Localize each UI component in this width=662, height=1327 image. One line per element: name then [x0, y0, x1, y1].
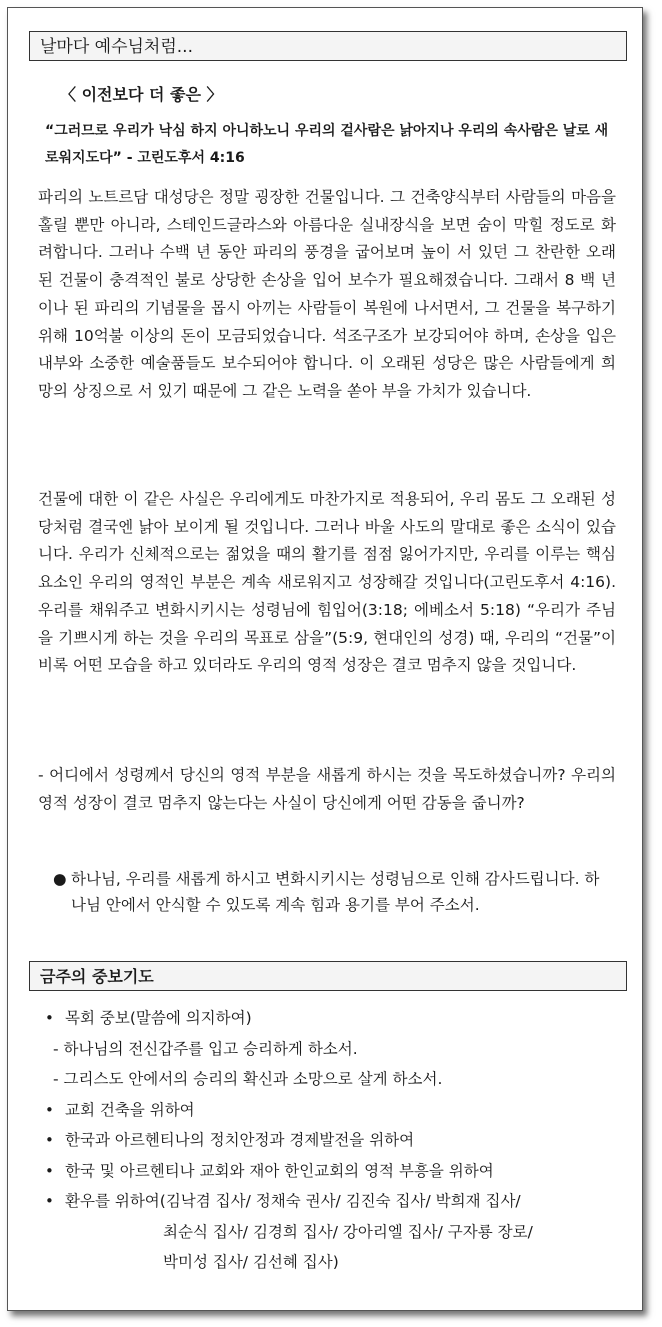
closing-prayer	[53, 866, 613, 918]
intercession-list	[43, 1003, 623, 1278]
devotion-subtitle: 〈 이전보다 더 좋은 〉	[60, 85, 223, 104]
scripture-verse: “그러므로 우리가 낙심 하지 아니하노니 우리의 겉사람은 낡아지나 우리의 속사람은 날로 새로워지도다” - 고린도후서 4:16	[45, 123, 609, 166]
list-item: - 그리스도 안에서의 승리의 확신과 소망으로 살게 하소서.	[53, 1070, 443, 1088]
list-item: • 목회 중보(말씀에 의지하여)	[43, 1003, 623, 1034]
list-item: - 하나님의 전신갑주를 입고 승리하게 하소서.	[53, 1039, 358, 1058]
devotion-paragraph-2: 건물에 대한 이 같은 사실은 우리에게도 마찬가지로 적용되어, 우리 몸도 그 오래된 성당처럼 결국엔 낡아 보이게 될 것입니다. 그러나 바울 사도의 말대로 좋은 소식이 있습니다. 우리가 신체적으로는 젊었을 때의 활기를 점점 잃어가지만, 우리를 이루는 핵심 요소인 우리의 영적인 부분은 계속 새로워지고 성장해갈 것입니다(고린도후서 4:16). 우리를 채워주고 변화시키시는 성령님에 힘입어(3:18; 에베소서 5:18) “우리가 주님을 기쁘시게 하는 것을 우리의 목표로 삼을”(5:9, 현대인의 성경) 때, 우리의 “건물”이 비록 어떤 모습을 하고 있더라도 우리의 영적 성장은 결코 멈추지 않을 것입니다.	[38, 490, 616, 675]
list-item: • 한국과 아르헨티나의 정치안정과 경제발전을 위하여	[43, 1125, 623, 1156]
list-item: • 한국 및 아르헨티나 교회와 재아 한인교회의 영적 부흥을 위하여	[43, 1156, 623, 1187]
intercession-section-title: 금주의 중보기도	[29, 961, 627, 991]
closing-prayer-text: 하나님, 우리를 새롭게 하시고 변화시키시는 성령님으로 인해 감사드립니다. 하나님 안에서 안식할 수 있도록 계속 힘과 용기를 부어 주소서.	[71, 870, 600, 914]
list-item: • 교회 건축을 위하여	[43, 1095, 623, 1126]
bullet-icon: ●	[53, 870, 67, 888]
list-item: • 환우를 위하여(김낙겸 집사/ 정채숙 권사/ 김진숙 집사/ 박희재 집사/	[43, 1186, 623, 1217]
list-item: 최순식 집사/ 김경희 집사/ 강아리엘 집사/ 구자룡 장로/	[163, 1222, 533, 1241]
list-item: 박미성 집사/ 김선혜 집사)	[163, 1253, 339, 1271]
devotion-paragraph-1: 파리의 노트르담 대성당은 정말 굉장한 건물입니다. 그 건축양식부터 사람들의 마음을 홀릴 뿐만 아니라, 스테인드글라스와 아름다운 실내장식을 보면 숨이 막힐 정도로 화려합니다. 그러나 수백 년 동안 파리의 풍경을 굽어보며 높이 서 있던 그 찬란한 오래된 건물이 충격적인 불로 상당한 손상을 입어 보수가 필요해졌습니다. 그래서 8 백 년이나 된 파리의 기념물을 몹시 아끼는 사람들이 복원에 나서면서, 그 건물을 복구하기 위해 10억불 이상의 돈이 모금되었습니다. 석조구조가 보강되어야 하며, 손상을 입은 내부와 소중한 예술품들도 보수되어야 합니다. 이 오래된 성당은 많은 사람들에게 희망의 상징으로 서 있기 때문에 그 같은 노력을 쏟아 부을 가치가 있습니다.	[38, 188, 616, 400]
devotion-section-title: 날마다 예수님처럼...	[29, 31, 627, 61]
reflection-question: - 어디에서 성령께서 당신의 영적 부분을 새롭게 하시는 것을 목도하셨습니까? 우리의 영적 성장이 결코 멈추지 않는다는 사실이 당신에게 어떤 감동을 줍니까?	[38, 766, 616, 812]
